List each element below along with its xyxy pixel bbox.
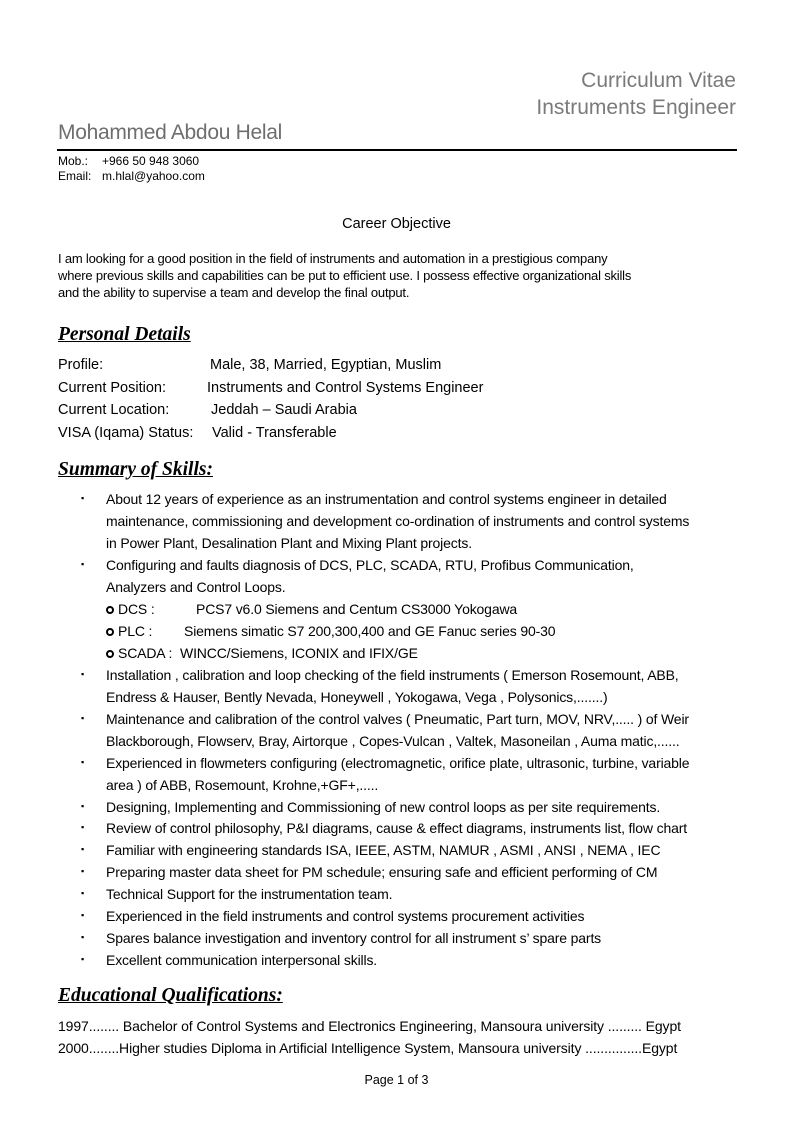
- sub-label: DCS :: [118, 601, 155, 617]
- sub-label: PLC :: [118, 623, 153, 639]
- candidate-name: Mohammed Abdou Helal: [58, 121, 282, 144]
- personal-row-position: [58, 380, 484, 397]
- skill-line: Review of control philosophy, P&I diagrams, cause & effect diagrams, instruments list, flow chart: [106, 820, 687, 836]
- bullet-icon: ▪: [81, 910, 85, 920]
- education-heading: Educational Qualifications:: [58, 985, 283, 1006]
- personal-value: Instruments and Control Systems Engineer: [207, 380, 484, 396]
- bullet-icon: ▪: [81, 932, 85, 942]
- personal-row-location: [58, 402, 357, 419]
- personal-label: Current Location:: [58, 402, 170, 418]
- personal-label: Current Position:: [58, 380, 166, 396]
- skill-line: Technical Support for the instrumentation team.: [106, 886, 393, 902]
- skill-line: Maintenance and calibration of the control valves ( Pneumatic, Part turn, MOV, NRV,..... ) of Weir: [106, 711, 689, 727]
- document-title: Curriculum Vitae: [581, 69, 736, 92]
- contact-email: [58, 169, 205, 184]
- bullet-icon: ▪: [81, 669, 85, 679]
- page-number: Page 1 of 3: [364, 1073, 429, 1087]
- objective-line: and the ability to supervise a team and develop the final output.: [58, 285, 410, 300]
- personal-value: Jeddah – Saudi Arabia: [211, 402, 357, 418]
- skill-line: in Power Plant, Desalination Plant and Mixing Plant projects.: [106, 535, 472, 551]
- skill-line: Excellent communication interpersonal skills.: [106, 952, 378, 968]
- bullet-icon: ▪: [81, 559, 85, 569]
- sub-value: PCS7 v6.0 Siemens and Centum CS3000 Yokogawa: [196, 601, 518, 617]
- sub-item-plc: [106, 623, 555, 639]
- sub-label: SCADA :: [118, 645, 173, 661]
- sub-item-dcs: [106, 601, 517, 617]
- job-title: Instruments Engineer: [536, 96, 736, 119]
- education-line: 2000........Higher studies Diploma in Artificial Intelligence System, Mansoura university ...............Egypt: [58, 1040, 678, 1056]
- personal-row-visa: [58, 425, 337, 442]
- email-value[interactable]: m.hlal@yahoo.com: [102, 169, 205, 183]
- personal-details-heading: Personal Details: [58, 324, 191, 345]
- bullet-icon: ▪: [81, 844, 85, 854]
- sub-value: WINCC/Siemens, ICONIX and IFIX/GE: [180, 645, 418, 661]
- career-objective-title: Career Objective: [342, 216, 451, 232]
- skill-line: Experienced in the field instruments and control systems procurement activities: [106, 908, 585, 924]
- bullet-icon: ▪: [81, 757, 85, 767]
- skill-line: Analyzers and Control Loops.: [106, 579, 286, 595]
- personal-value: Valid - Transferable: [212, 425, 337, 441]
- mobile-value: +966 50 948 3060: [102, 154, 200, 168]
- circle-bullet-icon: [106, 606, 114, 614]
- skill-line: Experienced in flowmeters configuring (electromagnetic, orifice plate, ultrasonic, turbine, variable: [106, 755, 690, 771]
- bullet-icon: ▪: [81, 954, 85, 964]
- objective-line: where previous skills and capabilities can be put to efficient use. I possess effective organizational skills: [58, 268, 632, 283]
- circle-bullet-icon: [106, 650, 114, 658]
- skill-line: area ) of ABB, Rosemount, Krohne,+GF+,.....: [106, 777, 379, 793]
- skill-line: Spares balance investigation and inventory control for all instrument s’ spare parts: [106, 930, 602, 946]
- contact-mobile: [58, 154, 199, 169]
- objective-line: I am looking for a good position in the field of instruments and automation in a prestigious company: [58, 251, 608, 266]
- skill-line: Endress & Hauser, Bently Nevada, Honeywell , Yokogawa, Vega , Polysonics,.......): [106, 689, 608, 705]
- bullet-icon: ▪: [81, 866, 85, 876]
- skill-line: Blackborough, Flowserv, Bray, Airtorque , Copes-Vulcan , Valtek, Masoneilan , Auma matic,......: [106, 733, 680, 749]
- skill-line: Designing, Implementing and Commissioning of new control loops as per site requirements.: [106, 799, 661, 815]
- header-divider: [57, 149, 737, 151]
- skill-line: Configuring and faults diagnosis of DCS, PLC, SCADA, RTU, Profibus Communication,: [106, 557, 634, 573]
- circle-bullet-icon: [106, 628, 114, 636]
- personal-row-profile: [58, 357, 442, 374]
- sub-item-scada: [106, 645, 418, 661]
- education-line: 1997........ Bachelor of Control Systems and Electronics Engineering, Mansoura university ......... Egypt: [58, 1018, 681, 1034]
- mobile-label: Mob.:: [58, 154, 89, 168]
- bullet-icon: ▪: [81, 822, 85, 832]
- bullet-icon: ▪: [81, 801, 85, 811]
- skill-line: Familiar with engineering standards ISA, IEEE, ASTM, NAMUR , ASMI , ANSI , NEMA , IEC: [106, 842, 661, 858]
- sub-value: Siemens simatic S7 200,300,400 and GE Fanuc series 90-30: [184, 623, 556, 639]
- personal-label: VISA (Iqama) Status:: [58, 425, 194, 441]
- skill-line: About 12 years of experience as an instrumentation and control systems engineer in detailed: [106, 491, 667, 507]
- bullet-icon: ▪: [81, 888, 85, 898]
- email-label: Email:: [58, 169, 92, 183]
- skill-line: Preparing master data sheet for PM schedule; ensuring safe and efficient performing of CM: [106, 864, 658, 880]
- career-objective-text: [58, 250, 748, 301]
- summary-skills-heading: Summary of Skills:: [58, 459, 213, 480]
- bullet-icon: ▪: [81, 713, 85, 723]
- personal-value: Male, 38, Married, Egyptian, Muslim: [210, 357, 442, 373]
- bullet-icon: ▪: [81, 493, 85, 503]
- personal-label: Profile:: [58, 357, 104, 373]
- skill-line: Installation , calibration and loop checking of the field instruments ( Emerson Rosemount, ABB,: [106, 667, 679, 683]
- skill-line: maintenance, commissioning and development co-ordination of instruments and control systems: [106, 513, 690, 529]
